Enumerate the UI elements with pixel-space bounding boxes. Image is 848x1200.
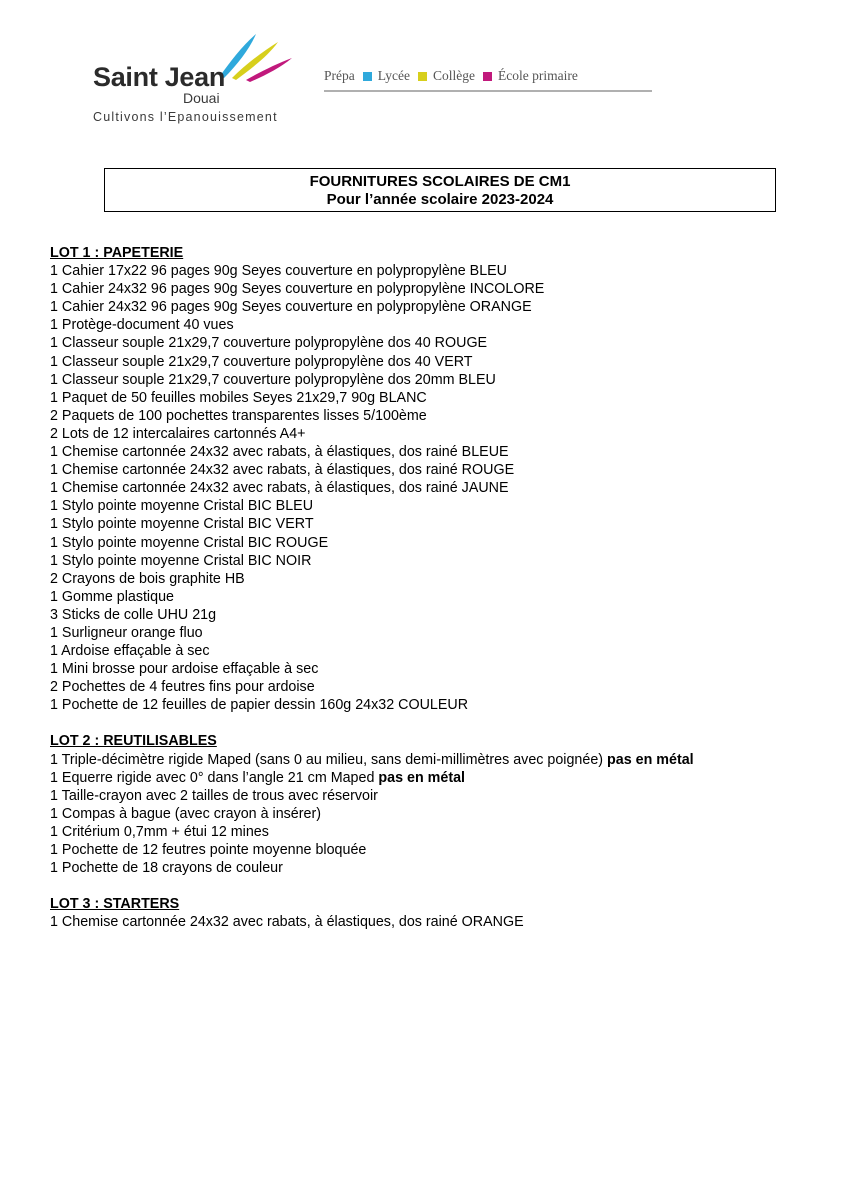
list-item	[50, 262, 810, 280]
list-item	[50, 570, 810, 588]
list-item-text: 1 Classeur souple 21x29,7 couverture polypropylène dos 20mm BLEU	[50, 371, 496, 388]
list-item-text: 1 Chemise cartonnée 24x32 avec rabats, à élastiques, dos rainé ORANGE	[50, 914, 524, 931]
header-divider	[324, 90, 652, 92]
list-item	[50, 787, 810, 805]
list-item	[50, 859, 810, 877]
brand-city: Douai	[183, 90, 220, 106]
list-item-text: 1 Stylo pointe moyenne Cristal BIC ROUGE	[50, 534, 329, 551]
level-label-lycee: Lycée	[377, 68, 410, 83]
list-item	[50, 552, 810, 570]
list-item-text: 1 Critérium 0,7mm + étui 12 mines	[50, 823, 269, 840]
list-item	[50, 823, 810, 841]
supplies-list	[50, 244, 810, 949]
list-item-text: 1 Pochette de 18 crayons de couleur	[50, 860, 283, 877]
list-item	[50, 353, 810, 371]
list-item	[50, 461, 810, 479]
list-item-text: 1 Pochette de 12 feutres pointe moyenne bloquée	[50, 842, 367, 858]
logo-brush-strokes-icon	[216, 32, 296, 82]
list-item-text: 1 Classeur souple 21x29,7 couverture polypropylène dos 40 VERT	[50, 353, 473, 370]
lot-section	[50, 895, 810, 931]
list-item-text: 1 Stylo pointe moyenne Cristal BIC VERT	[50, 516, 314, 533]
level-label-college: Collège	[432, 68, 475, 83]
list-item-text: 1 Stylo pointe moyenne Cristal BIC NOIR	[50, 552, 312, 569]
brand-tagline: Cultivons l’Epanouissement	[93, 110, 278, 124]
list-item	[50, 696, 810, 714]
list-item	[50, 660, 810, 678]
list-item-text: 1 Chemise cartonnée 24x32 avec rabats, à élastiques, dos rainé JAUNE	[50, 480, 509, 497]
list-item-text: 1 Stylo pointe moyenne Cristal BIC BLEU	[50, 498, 314, 515]
document-subtitle: Pour l’année scolaire 2023-2024	[326, 191, 554, 208]
list-item	[50, 805, 810, 823]
list-item-text: 1 Chemise cartonnée 24x32 avec rabats, à élastiques, dos rainé ROUGE	[50, 462, 515, 479]
school-levels	[324, 68, 578, 84]
list-item	[50, 497, 810, 515]
list-item	[50, 316, 810, 334]
list-item-emphasis: pas en métal	[378, 769, 466, 786]
list-item	[50, 534, 810, 552]
lot-section	[50, 732, 810, 877]
list-item	[50, 443, 810, 461]
list-item	[50, 913, 810, 931]
list-item-text: 1 Cahier 17x22 96 pages 90g Seyes couverture en polypropylène BLEU	[50, 263, 508, 280]
list-item	[50, 588, 810, 606]
list-item-text: 1 Cahier 24x32 96 pages 90g Seyes couverture en polypropylène ORANGE	[50, 299, 532, 316]
list-item-text: 1 Gomme plastique	[50, 588, 174, 605]
list-item	[50, 389, 810, 407]
list-item-text: 2 Crayons de bois graphite HB	[50, 570, 245, 587]
list-item-text: 1 Classeur souple 21x29,7 couverture polypropylène dos 40 ROUGE	[50, 335, 488, 352]
list-item-text: 2 Paquets de 100 pochettes transparentes lisses 5/100ème	[50, 407, 427, 424]
list-item	[50, 425, 810, 443]
list-item	[50, 298, 810, 316]
level-label-prepa: Prépa	[324, 68, 355, 83]
lot-title: LOT 1 : PAPETERIE	[50, 245, 184, 261]
document-title: FOURNITURES SCOLAIRES DE CM1	[309, 173, 571, 190]
list-item-text: 1 Cahier 24x32 96 pages 90g Seyes couverture en polypropylène INCOLORE	[50, 281, 545, 298]
level-square-blue-icon	[363, 72, 372, 81]
list-item-text: 1 Compas à bague (avec crayon à insérer)	[50, 805, 321, 822]
list-item	[50, 841, 810, 859]
list-item	[50, 371, 810, 389]
brand-name: Saint Jean	[93, 62, 226, 92]
list-item	[50, 751, 810, 769]
level-square-magenta-icon	[483, 72, 492, 81]
list-item	[50, 606, 810, 624]
letterhead	[0, 0, 848, 150]
list-item-text: 1 Surligneur orange fluo	[50, 624, 203, 641]
list-item-text: 1 Taille-crayon avec 2 tailles de trous avec réservoir	[50, 787, 378, 804]
list-item	[50, 479, 810, 497]
list-item-text: 1 Pochette de 12 feuilles de papier dessin 160g 24x32 COULEUR	[50, 697, 469, 714]
list-item-emphasis: pas en métal	[607, 751, 694, 768]
list-item	[50, 515, 810, 533]
list-item	[50, 407, 810, 425]
list-item	[50, 678, 810, 696]
level-square-yellow-icon	[418, 72, 427, 81]
list-item-text: 1 Ardoise effaçable à sec	[50, 643, 210, 660]
list-item-text: 2 Pochettes de 4 feutres fins pour ardoise	[50, 679, 315, 696]
list-item-text: 1 Chemise cartonnée 24x32 avec rabats, à élastiques, dos rainé BLEUE	[50, 444, 509, 461]
document-title-box	[104, 168, 776, 212]
list-item	[50, 334, 810, 352]
list-item-text: 1 Triple-décimètre rigide Maped (sans 0 au milieu, sans demi-millimètres avec poignée)	[50, 751, 608, 768]
level-label-ecole-primaire: École primaire	[497, 68, 578, 83]
lot-title: LOT 3 : STARTERS	[50, 896, 180, 913]
list-item-text: 1 Paquet de 50 feuilles mobiles Seyes 21x29,7 90g BLANC	[50, 389, 427, 406]
list-item	[50, 642, 810, 660]
lot-section	[50, 244, 810, 714]
list-item-text: 3 Sticks de colle UHU 21g	[50, 606, 217, 623]
list-item	[50, 280, 810, 298]
list-item	[50, 624, 810, 642]
list-item-text: 2 Lots de 12 intercalaires cartonnés A4+	[50, 425, 306, 442]
list-item-text: 1 Mini brosse pour ardoise effaçable à sec	[50, 661, 319, 678]
list-item	[50, 769, 810, 787]
lot-title: LOT 2 : REUTILISABLES	[50, 733, 217, 750]
list-item-text: 1 Equerre rigide avec 0° dans l’angle 21 cm Maped	[50, 769, 379, 786]
list-item-text: 1 Protège-document 40 vues	[50, 317, 234, 334]
